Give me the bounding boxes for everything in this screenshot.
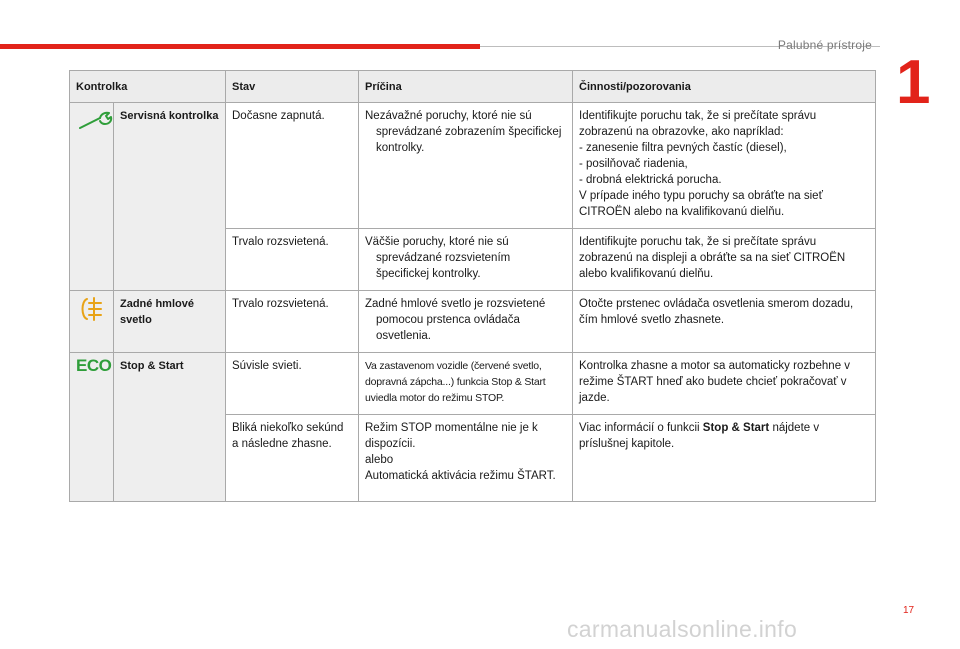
chapter-number: 1 <box>896 48 931 117</box>
cause-cell <box>359 353 573 415</box>
header-pricina: Príčina <box>359 71 573 103</box>
header-kontrolka: Kontrolka <box>70 71 226 103</box>
watermark: carmanualsonline.info <box>567 616 798 642</box>
icon-cell <box>70 103 114 291</box>
action-text: nájdete v príslušnej kapitole. <box>579 422 820 450</box>
cause-text: Zadné hmlové svetlo je rozsvietené pomocou prstenca ovládača osvetlenia. <box>365 298 546 342</box>
cause-cell <box>359 103 573 229</box>
indicator-name-service: Servisná kontrolka <box>114 103 226 291</box>
cause-cell <box>359 291 573 353</box>
state-cell: Dočasne zapnutá. <box>226 103 359 229</box>
header-accent-bar <box>0 44 480 49</box>
state-cell: Trvalo rozsvietená. <box>226 229 359 291</box>
header-cinnosti: Činnosti/pozorovania <box>573 71 876 103</box>
action-cell: Otočte prstenec ovládača osvetlenia smerom dozadu, čím hmlové svetlo zhasnete. <box>573 291 876 353</box>
cause-cell <box>359 229 573 291</box>
table-row <box>70 353 876 415</box>
state-cell: Bliká niekoľko sekúnd a následne zhasne. <box>226 415 359 502</box>
page-number: 17 <box>903 605 915 616</box>
action-cell: Kontrolka zhasne a motor sa automaticky rozbehne v režime ŠTART hneď ako budete chcieť pokračovať v jazde. <box>573 353 876 415</box>
eco-icon: ECO <box>76 356 112 375</box>
indicator-name-stopstart: Stop & Start <box>114 353 226 502</box>
action-cell: Identifikujte poruchu tak, že si prečítate správu zobrazenú na displeji a obráťte sa na sieť CITROËN alebo kvalifikovanú dielňu. <box>573 229 876 291</box>
action-outro: V prípade iného typu poruchy sa obráťte na sieť CITROËN alebo na kvalifikovanú dielňu. <box>579 190 823 218</box>
cause-cell <box>359 415 573 502</box>
table-row <box>70 103 876 229</box>
cause-line: Režim STOP momentálne nie je k dispozícii. <box>365 422 538 450</box>
warning-lights-table <box>69 70 876 502</box>
icon-cell <box>70 291 114 353</box>
state-cell: Súvisle svieti. <box>226 353 359 415</box>
icon-cell <box>70 353 114 502</box>
cause-text: Va zastavenom vozidle (červené svetlo, dopravná zápcha...) funkcia Stop & Start uviedla motor do režimu STOP. <box>365 360 546 404</box>
header-stav: Stav <box>226 71 359 103</box>
cause-line: alebo <box>365 454 394 466</box>
cause-text: Nezávažné poruchy, ktoré nie sú sprevádzané zobrazením špecifickej kontrolky. <box>365 110 562 154</box>
cause-text: Väčšie poruchy, ktoré nie sú sprevádzané rozsvietením špecifickej kontrolky. <box>365 236 511 280</box>
cause-line: Automatická aktivácia režimu ŠTART. <box>365 470 556 482</box>
action-list-item: - zanesenie filtra pevných častíc (diesel), <box>579 142 787 154</box>
action-cell <box>573 103 876 229</box>
action-intro: Identifikujte poruchu tak, že si prečítate správu zobrazenú na obrazovke, ako napríklad: <box>579 110 817 138</box>
action-list-item: - drobná elektrická porucha. <box>579 174 722 186</box>
rear-fog-light-icon <box>76 313 106 325</box>
action-cell <box>573 415 876 502</box>
indicator-name-fog: Zadné hmlové svetlo <box>114 291 226 353</box>
action-text: Viac informácií o funkcii <box>579 422 703 434</box>
state-cell: Trvalo rozsvietená. <box>226 291 359 353</box>
table-row <box>70 291 876 353</box>
action-list-item: - posilňovač riadenia, <box>579 158 688 170</box>
action-text-bold: Stop & Start <box>702 422 770 434</box>
table-header-row <box>70 71 876 103</box>
section-title: Palubné prístroje <box>777 38 872 52</box>
wrench-icon <box>76 123 116 135</box>
